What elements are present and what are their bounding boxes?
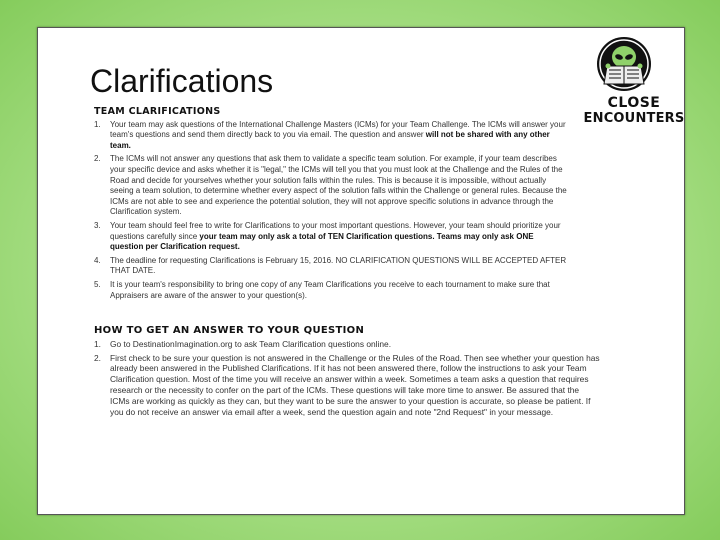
section-heading: TEAM CLARIFICATIONS xyxy=(94,106,221,117)
list-item xyxy=(94,154,568,218)
list-item xyxy=(94,120,568,152)
list-item xyxy=(94,339,600,350)
item-number: 1. xyxy=(94,338,101,349)
list-item xyxy=(94,221,568,253)
slide xyxy=(37,27,685,515)
alien-reading-newspaper-icon xyxy=(596,36,652,92)
how-to-section xyxy=(94,326,600,420)
slide-title: Clarifications xyxy=(90,63,274,99)
item-bold-text: will not be shared with any other team. xyxy=(110,130,550,150)
logo-line-1: CLOSE xyxy=(607,95,661,111)
team-clarifications-section xyxy=(94,107,568,304)
item-number: 5. xyxy=(94,279,101,289)
how-to-list xyxy=(94,339,600,418)
team-clarifications-list xyxy=(94,120,568,302)
item-number: 4. xyxy=(94,255,101,265)
logo-text xyxy=(574,96,694,126)
item-text: First check to be sure your question is not answered in the Challenge or the Rules of the Road. Then see whether your question has already been answered in the Published Clarifications. If it has not been answered there, follow the instructions to ask your Team Clarification question. Most of the time you will receive an answer within a week. Sometimes a team asks a question that requires research or the necessity to confer on the part of the ICMs. These questions will take more time to answer. Be assured that the ICMs are working as quickly as they can, but they want to be sure the answer to your question is accurate, so please be patient. If you do not receive an answer via email after a week, send the question again and note "2nd Request" in your message. xyxy=(110,352,600,417)
list-item xyxy=(94,353,600,418)
item-text: Your team should feel free to write for Clarifications to your most important questions. However, your team should prioritize your questions carefully since xyxy=(110,220,561,241)
section-heading: HOW TO GET AN ANSWER TO YOUR QUESTION xyxy=(94,325,365,336)
item-text: The ICMs will not answer any questions that ask them to validate a specific team solution. For example, if your team describes your specific device and asks whether it is "legal," the ICMs will tell you that you must look at the Challenge and the Rules of the Road and decide for yourselves whether your solution falls within the rules. This is because it is impossible, without actually seeing a team solution, to determine whether every aspect of the solution falls within the Challenge or general rules. Because the ICMs are not able to see and experience the potential solution, they will not approve specific solutions in advance through the Clarification system. xyxy=(110,154,567,217)
logo-line-2: ENCOUNTERS xyxy=(583,111,685,126)
item-bold-text: your team may only ask a total of TEN Clarification questions. Teams may only ask ONE question per Clarification request. xyxy=(110,231,534,252)
list-item xyxy=(94,280,568,301)
item-number: 2. xyxy=(94,154,101,164)
item-number: 1. xyxy=(94,119,101,129)
item-text: Your team may ask questions of the International Challenge Masters (ICMs) for your Team Challenge. The ICMs will answer your team's questions and send them directly back to you via email. The question and answer xyxy=(110,119,566,140)
list-item xyxy=(94,256,568,277)
item-number: 3. xyxy=(94,220,101,230)
close-encounters-logo xyxy=(583,36,714,136)
item-text: The deadline for requesting Clarifications is February 15, 2016. NO CLARIFICATION QUESTIONS WILL BE ACCEPTED AFTER THAT DATE. xyxy=(110,255,567,276)
item-text: Go to DestinationImagination.org to ask Team Clarification questions online. xyxy=(110,338,392,349)
item-text: It is your team's responsibility to bring one copy of any Team Clarifications you receive to each tournament to make sure that Appraisers are aware of the answer to your question(s). xyxy=(110,279,550,300)
item-number: 2. xyxy=(94,352,101,363)
